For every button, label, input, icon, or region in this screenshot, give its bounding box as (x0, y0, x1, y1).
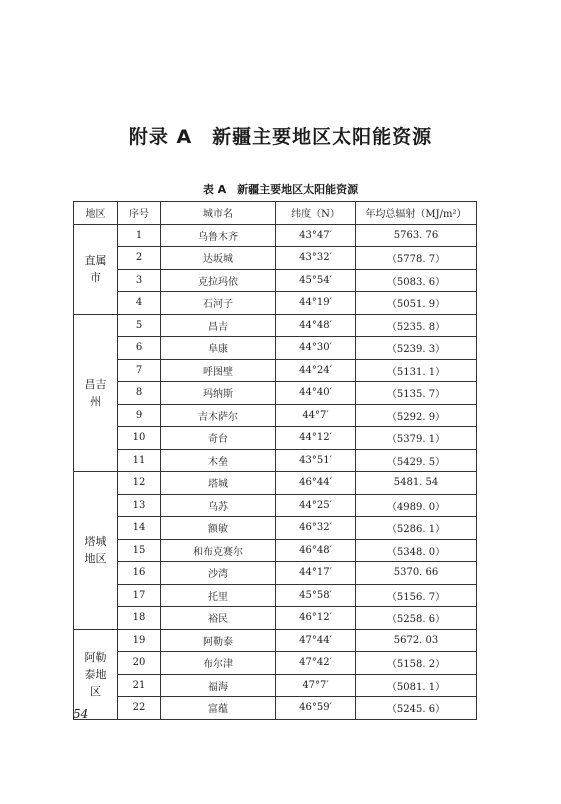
city-name: 乌苏 (161, 494, 276, 517)
row-number: 16 (118, 562, 161, 585)
row-number: 8 (118, 382, 161, 405)
city-name: 乌鲁木齐 (161, 224, 276, 247)
row-number: 15 (118, 539, 161, 562)
table-row (74, 247, 477, 270)
header-radiation: 年均总辐射（MJ/m²） (356, 202, 477, 225)
table-row (74, 472, 477, 495)
solar-resource-table (73, 201, 477, 720)
city-name: 和布克赛尔 (161, 539, 276, 562)
table-row (74, 539, 477, 562)
region-label: 塔城地区 (84, 535, 107, 566)
region-cell (74, 629, 118, 719)
city-name: 呼图壁 (161, 359, 276, 382)
row-number: 11 (118, 449, 161, 472)
radiation-value: （5083. 6） (356, 269, 477, 292)
latitude-value: 44°24′ (276, 359, 356, 382)
latitude-value: 44°12′ (276, 427, 356, 450)
table-row (74, 337, 477, 360)
row-number: 18 (118, 607, 161, 630)
row-number: 12 (118, 472, 161, 495)
row-number: 22 (118, 697, 161, 720)
table-row (74, 224, 477, 247)
city-name: 额敏 (161, 517, 276, 540)
table-row (74, 674, 477, 697)
row-number: 13 (118, 494, 161, 517)
radiation-value: （5135. 7） (356, 382, 477, 405)
row-number: 17 (118, 584, 161, 607)
table-row (74, 517, 477, 540)
city-name: 裕民 (161, 607, 276, 630)
radiation-value: （5778. 7） (356, 247, 477, 270)
table-row (74, 382, 477, 405)
radiation-value: 5481. 54 (356, 472, 477, 495)
radiation-value: 5672. 03 (356, 629, 477, 652)
row-number: 1 (118, 224, 161, 247)
city-name: 布尔津 (161, 652, 276, 675)
radiation-value: （5292. 9） (356, 404, 477, 427)
table-row (74, 269, 477, 292)
latitude-value: 44°7′ (276, 404, 356, 427)
city-name: 克拉玛依 (161, 269, 276, 292)
row-number: 7 (118, 359, 161, 382)
radiation-value: （5348. 0） (356, 539, 477, 562)
city-name: 石河子 (161, 292, 276, 315)
table-caption: 表 A 新疆主要地区太阳能资源 (202, 183, 359, 196)
latitude-value: 44°48′ (276, 314, 356, 337)
city-name: 阿勒泰 (161, 629, 276, 652)
region-cell (74, 472, 118, 630)
table-row (74, 494, 477, 517)
city-name: 福海 (161, 674, 276, 697)
region-cell (74, 314, 118, 472)
latitude-value: 46°59′ (276, 697, 356, 720)
city-name: 富蕴 (161, 697, 276, 720)
latitude-value: 47°44′ (276, 629, 356, 652)
city-name: 木垒 (161, 449, 276, 472)
row-number: 3 (118, 269, 161, 292)
row-number: 19 (118, 629, 161, 652)
row-number: 6 (118, 337, 161, 360)
row-number: 21 (118, 674, 161, 697)
radiation-value: （5258. 6） (356, 607, 477, 630)
city-name: 玛纳斯 (161, 382, 276, 405)
region-label: 昌吉州 (84, 377, 107, 408)
table-row (74, 584, 477, 607)
table-row (74, 652, 477, 675)
latitude-value: 44°17′ (276, 562, 356, 585)
radiation-value: （5286. 1） (356, 517, 477, 540)
radiation-value: （5158. 2） (356, 652, 477, 675)
latitude-value: 43°51′ (276, 449, 356, 472)
row-number: 5 (118, 314, 161, 337)
header-latitude: 纬度（N） (276, 202, 356, 225)
latitude-value: 45°58′ (276, 584, 356, 607)
latitude-value: 46°44′ (276, 472, 356, 495)
radiation-value: （5131. 1） (356, 359, 477, 382)
table-row (74, 292, 477, 315)
table-row (74, 359, 477, 382)
city-name: 奇台 (161, 427, 276, 450)
row-number: 9 (118, 404, 161, 427)
city-name: 托里 (161, 584, 276, 607)
city-name: 塔城 (161, 472, 276, 495)
radiation-value: （5379. 1） (356, 427, 477, 450)
city-name: 达坂城 (161, 247, 276, 270)
radiation-value: 5763. 76 (356, 224, 477, 247)
latitude-value: 46°12′ (276, 607, 356, 630)
header-city: 城市名 (161, 202, 276, 225)
region-cell (74, 224, 118, 314)
radiation-value: （4989. 0） (356, 494, 477, 517)
latitude-value: 43°32′ (276, 247, 356, 270)
latitude-value: 44°19′ (276, 292, 356, 315)
row-number: 10 (118, 427, 161, 450)
city-name: 吉木萨尔 (161, 404, 276, 427)
latitude-value: 44°30′ (276, 337, 356, 360)
city-name: 沙湾 (161, 562, 276, 585)
row-number: 4 (118, 292, 161, 315)
latitude-value: 46°32′ (276, 517, 356, 540)
latitude-value: 45°54′ (276, 269, 356, 292)
latitude-value: 44°40′ (276, 382, 356, 405)
row-number: 20 (118, 652, 161, 675)
page-number: 54 (73, 707, 89, 721)
row-number: 2 (118, 247, 161, 270)
table-header-row (74, 202, 477, 225)
latitude-value: 44°25′ (276, 494, 356, 517)
city-name: 阜康 (161, 337, 276, 360)
latitude-value: 43°47′ (276, 224, 356, 247)
row-number: 14 (118, 517, 161, 540)
radiation-value: （5156. 7） (356, 584, 477, 607)
radiation-value: 5370. 66 (356, 562, 477, 585)
header-no: 序号 (118, 202, 161, 225)
table-row (74, 404, 477, 427)
radiation-value: （5051. 9） (356, 292, 477, 315)
table-row (74, 629, 477, 652)
latitude-value: 47°42′ (276, 652, 356, 675)
radiation-value: （5239. 3） (356, 337, 477, 360)
latitude-value: 46°48′ (276, 539, 356, 562)
table-row (74, 562, 477, 585)
latitude-value: 47°7′ (276, 674, 356, 697)
radiation-value: （5235. 8） (356, 314, 477, 337)
table-row (74, 607, 477, 630)
table-row (74, 449, 477, 472)
radiation-value: （5429. 5） (356, 449, 477, 472)
header-region: 地区 (74, 202, 118, 225)
region-label: 直属市 (84, 254, 107, 284)
table-row (74, 427, 477, 450)
table-row (74, 697, 477, 720)
region-label: 阿勒泰地区 (84, 650, 107, 698)
city-name: 昌吉 (161, 314, 276, 337)
radiation-value: （5245. 6） (356, 697, 477, 720)
table-row (74, 314, 477, 337)
table-body (74, 224, 477, 719)
appendix-title: 附录 A 新疆主要地区太阳能资源 (128, 126, 433, 148)
radiation-value: （5081. 1） (356, 674, 477, 697)
